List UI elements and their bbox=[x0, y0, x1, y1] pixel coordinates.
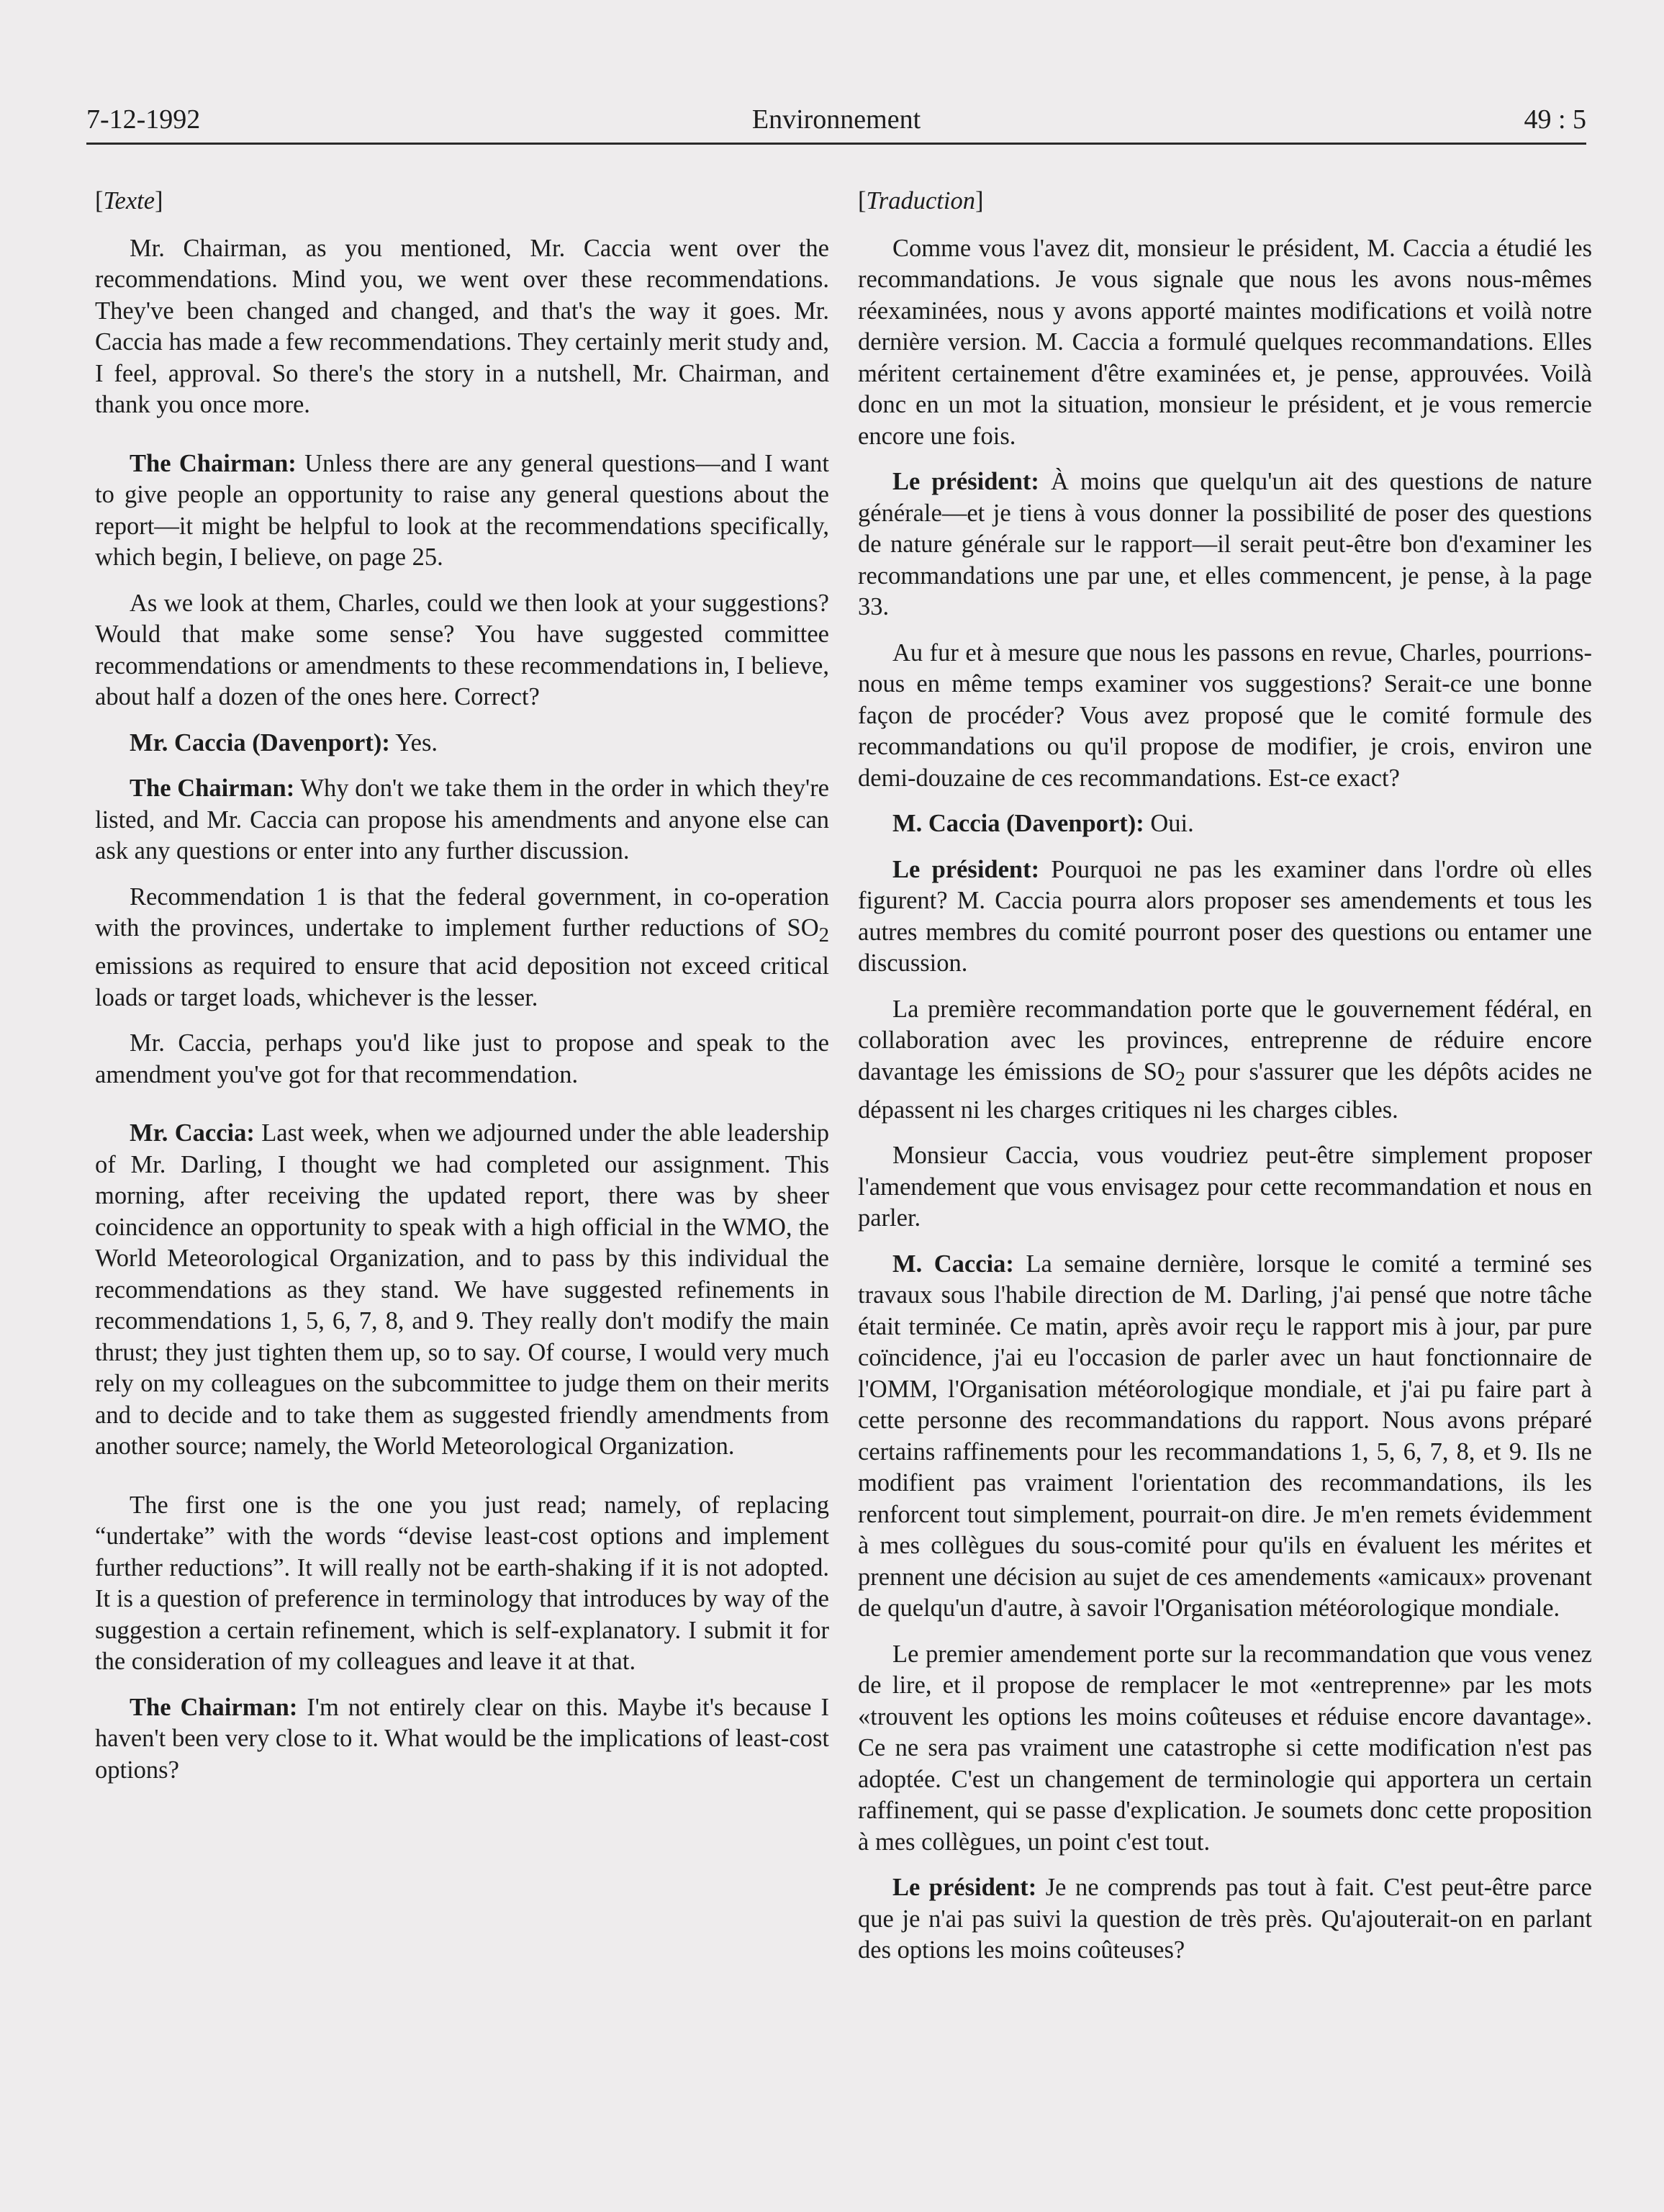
paragraph: Au fur et à mesure que nous les passons en revue, Charles, pourrions-nous en même temps examiner vos suggestions? Serait-ce une bonne façon de procéder? Vous avez proposé que le comité formule des recommandations ou qu'il propose de modifier, je crois, environ une demi-douzaine de ces recommandations. Est-ce exact? bbox=[858, 638, 1592, 792]
paragraph bbox=[858, 808, 1592, 840]
speech-text: Pourquoi ne pas les examiner dans l'ordre où elles figurent? M. Caccia pourra alors proposer ses amendements et tous les autres membres du comité pourront poser des questions ou entamer une discussion. bbox=[858, 855, 1592, 977]
speech-text: emissions as required to ensure that acid deposition not exceed critical loads or target loads, whichever is the lesser. bbox=[95, 952, 829, 1011]
speaker-name: The Chairman: bbox=[130, 449, 297, 477]
paragraph bbox=[858, 1872, 1592, 1967]
paragraph: Mr. Chairman, as you mentioned, Mr. Caccia went over the recommendations. Mind you, we went over these recommendations. They've been changed and changed, and that's the way it goes. Mr. Caccia has made a few recommendations. They certainly merit study and, I feel, approval. So there's the story in a nutshell, Mr. Chairman, and thank you once more. bbox=[95, 234, 829, 418]
paragraph: As we look at them, Charles, could we then look at your suggestions? Would that make some sense? You have suggested committee recommendations or amendments to these recommendations in, I believe, about half a dozen of the ones here. Correct? bbox=[95, 589, 829, 710]
tag-text: Traduction bbox=[866, 187, 975, 215]
paragraph bbox=[95, 1118, 829, 1463]
speech-text: Recommendation 1 is that the federal government, in co-operation with the provinces, undertake to implement further reductions of SO bbox=[95, 882, 829, 942]
tag-text: Texte bbox=[103, 187, 155, 215]
speaker-name: The Chairman: bbox=[130, 1693, 298, 1721]
paragraph bbox=[858, 994, 1592, 1127]
subscript: 2 bbox=[1175, 1067, 1186, 1091]
speech-text: pour s'assurer que les dépôts acides ne dépassent ni les charges critiques ni les charges cibles. bbox=[858, 1057, 1593, 1124]
speech-text: Unless there are any general questions—and I want to give people an opportunity to raise any general questions about the report—it might be helpful to look at the recommendations specifically, which begin, I believe, on page 25. bbox=[95, 449, 829, 571]
speaker-name: Mr. Caccia (Davenport): bbox=[130, 728, 390, 757]
header-page-number: 49 : 5 bbox=[1524, 104, 1586, 135]
paragraph: Comme vous l'avez dit, monsieur le président, M. Caccia a étudié les recommandations. Je vous signale que nous les avons nous-mêmes réexaminées, nous y avons apporté maintes modifications et voilà notre dernière version. M. Caccia a formulé quelques recommandations. Elles méritent certainement d'être examinées et, je pense, approuvées. Voilà donc en un mot la situation, monsieur le président, et je vous remercie encore une fois. bbox=[858, 234, 1592, 450]
paragraph: The first one is the one you just read; namely, of replacing “undertake” with the words “devise least-cost options and implement further reductions”. It will really not be earth-shaking if it is not adopted. It is a question of preference in terminology that introduces by way of the suggestion a certain refinement, which is self-explanatory. I submit it for the consideration of my colleagues and leave it at that. bbox=[95, 1491, 829, 1676]
running-header bbox=[86, 101, 1586, 145]
paragraph bbox=[95, 882, 829, 1014]
speaker-name: Le président: bbox=[892, 1874, 1037, 1902]
column-tag: [Texte] bbox=[95, 187, 163, 215]
speaker-name: M. Caccia (Davenport): bbox=[892, 810, 1144, 837]
speaker-name: Le président: bbox=[892, 468, 1039, 495]
speech-text: I'm not entirely clear on this. Maybe it's because I haven't been very close to it. What would be the implications of least-cost options? bbox=[95, 1693, 829, 1784]
speech-text: La première recommandation porte que le gouvernement fédéral, en collaboration avec les provinces, entreprenne de réduire encore davantage les émissions de SO bbox=[858, 995, 1592, 1085]
speech-text: À moins que quelqu'un ait des questions de nature générale—et je tiens à vous donner la possibilité de poser des questions de nature générale sur le rapport—il serait peut-être bon d'examiner les recommandations une par une, et elles commencent, je pense, à la page 33. bbox=[858, 468, 1592, 620]
paragraph bbox=[95, 728, 829, 759]
speech-text: Why don't we take them in the order in which they're listed, and Mr. Caccia can propose his amendments and anyone else can ask any questions or enter into any further discussion. bbox=[95, 775, 829, 865]
speech-text: La semaine dernière, lorsque le comité a terminé ses travaux sous l'habile direction de M. Darling, j'ai pensé que notre tâche était terminée. Ce matin, après avoir reçu le rapport mis à jour, par pure coïncidence, j'ai eu l'occasion de parler avec un haut fonctionnaire de l'OMM, l'Organisation météorologique mondiale, et j'ai pu faire part à cette personne des recommandations du rapport. Nous avons préparé certains raffinements pour les recommandations 1, 5, 6, 7, 8, et 9. Ils ne modifient pas vraiment l'orientation des recommandations, ils les renforcent tout simplement, pourrait-on dire. Je m'en remets évidemment à mes collègues du sous-comité pour qu'ils en évaluent les mérites et prennent une décision au sujet de ces amendements «amicaux» provenant de quelqu'un d'autre, à savoir l'Organisation météorologique mondiale. bbox=[858, 1250, 1592, 1622]
paragraph bbox=[858, 466, 1592, 623]
speaker-name: M. Caccia: bbox=[892, 1250, 1014, 1278]
header-date: 7-12-1992 bbox=[86, 104, 201, 135]
column-tag: [Traduction] bbox=[858, 187, 984, 215]
paragraph bbox=[95, 448, 829, 574]
paragraph: Mr. Caccia, perhaps you'd like just to propose and speak to the amendment you've got for that recommendation. bbox=[95, 1029, 829, 1088]
speaker-name: Le président: bbox=[892, 855, 1040, 883]
paragraph: Le premier amendement porte sur la recommandation que vous venez de lire, et il propose de remplacer le mot «entreprenne» par les mots «trouvent les options les moins coûteuses et réduise encore davantage». Ce ne sera pas vraiment une catastrophe si cette modification n'est pas adoptée. C'est un changement de terminologie qui apportera un certain raffinement, qui se passe d'explication. Je soumets donc cette proposition à mes collègues, un point c'est tout. bbox=[858, 1640, 1592, 1856]
speech-text: Yes. bbox=[395, 728, 438, 757]
subscript: 2 bbox=[818, 923, 829, 947]
speech-text: Last week, when we adjourned under the able leadership of Mr. Darling, I thought we had completed our assignment. This morning, after receiving the updated report, there was by sheer coincidence an opportunity to speak with a high official in the WMO, the World Meteorological Organization, and to pass by this individual the recommendations as they stand. We have suggested refinements in recommendations 1, 5, 6, 7, 8, and 9. They really don't modify the main thrust; they just tighten them up, so to say. Of course, I would very much rely on my colleagues on the subcommittee to judge them on their merits and to decide and to take them as suggested friendly amendments from another source; namely, the World Meteorological Organization. bbox=[95, 1119, 829, 1461]
paragraph bbox=[95, 773, 829, 867]
speech-text: Oui. bbox=[1150, 810, 1194, 837]
paragraph bbox=[95, 1692, 829, 1787]
paragraph bbox=[858, 1249, 1592, 1625]
speech-text: Je ne comprends pas tout à fait. C'est peut-être parce que je n'ai pas suivi la question de très près. Qu'ajouterait-on en parlant des options les moins coûteuses? bbox=[858, 1874, 1592, 1964]
english-column bbox=[95, 186, 829, 1800]
speaker-name: The Chairman: bbox=[130, 775, 295, 802]
paragraph: Monsieur Caccia, vous voudriez peut-être simplement proposer l'amendement que vous envisagez pour cette recommandation et nous en parler. bbox=[858, 1142, 1592, 1232]
french-column bbox=[858, 186, 1592, 1981]
header-title: Environnement bbox=[751, 104, 921, 135]
speaker-name: Mr. Caccia: bbox=[130, 1119, 255, 1147]
paragraph bbox=[858, 854, 1592, 980]
